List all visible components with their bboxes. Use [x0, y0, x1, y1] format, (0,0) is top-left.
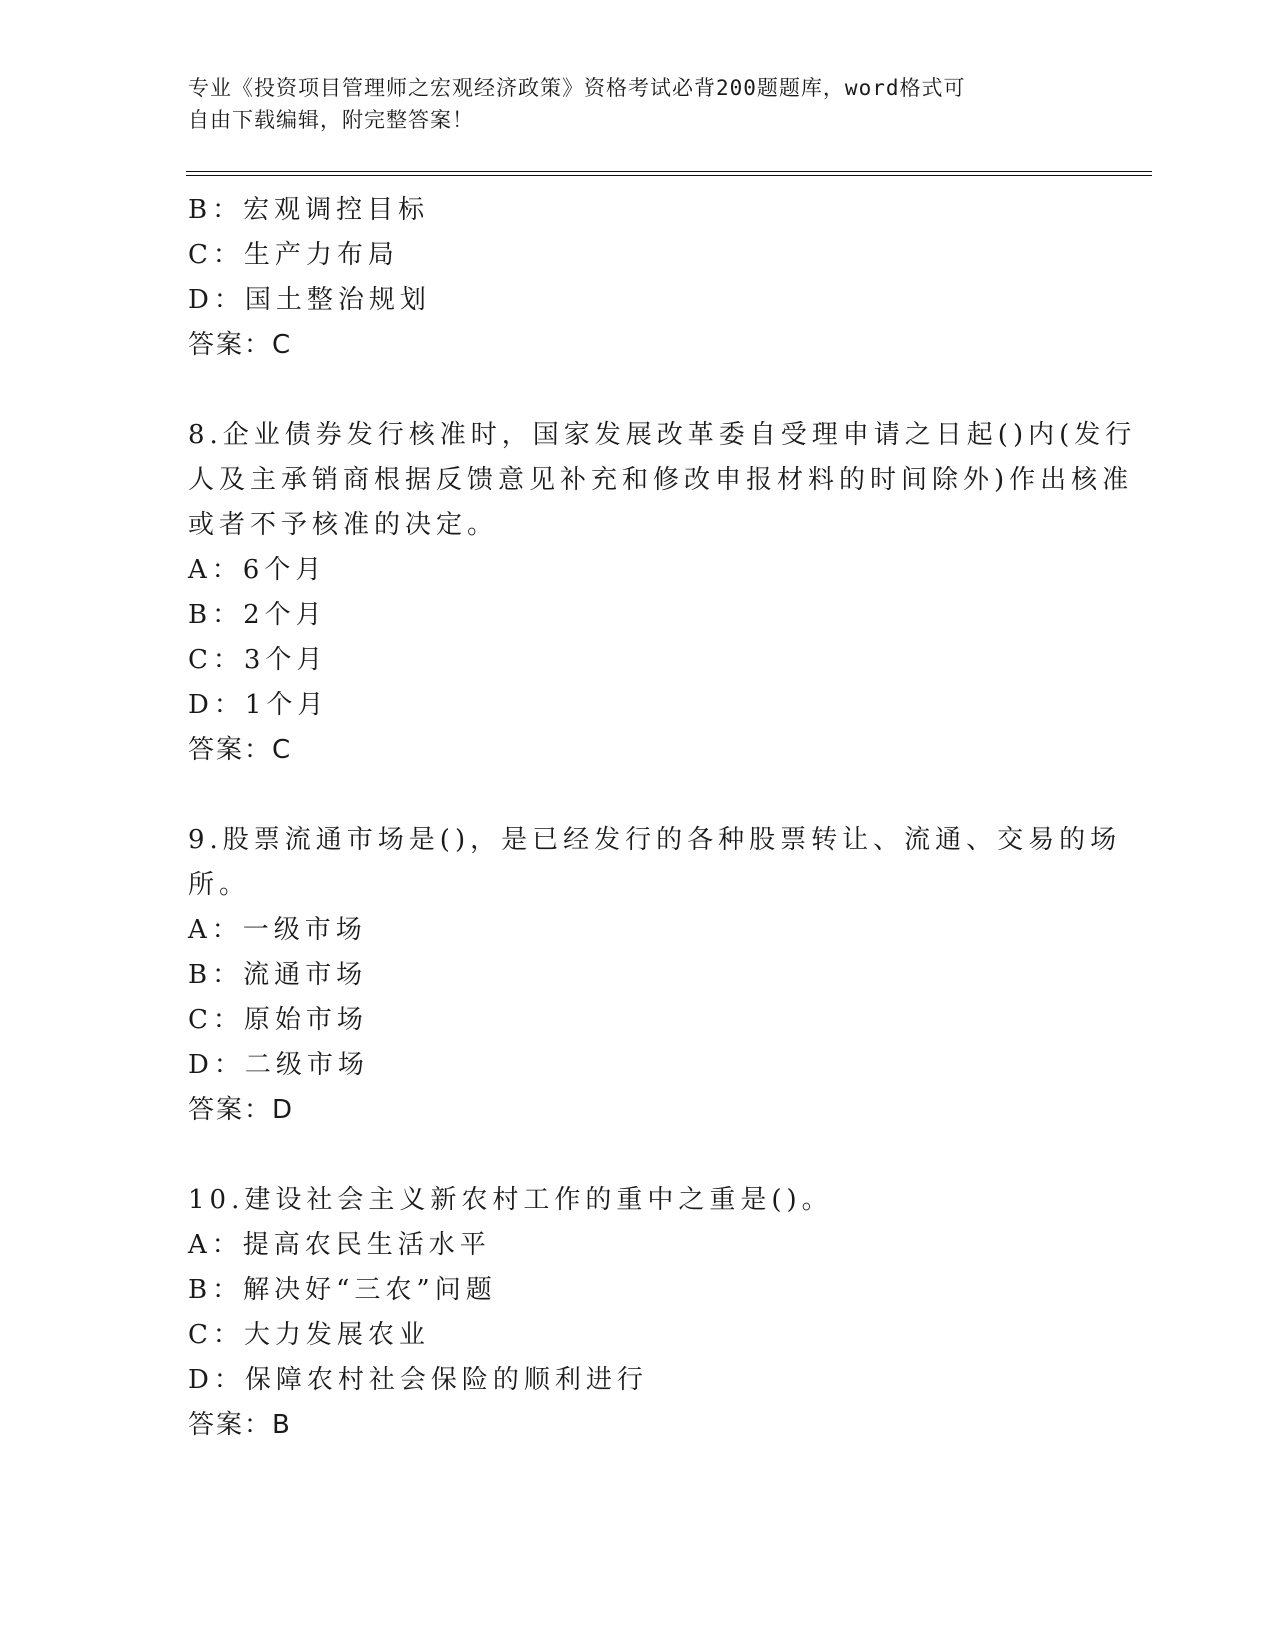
question-text-line: 或者不予核准的决定。	[188, 510, 499, 540]
option-d: D：1个月	[188, 690, 329, 720]
option-a: A：提高农民生活水平	[188, 1230, 491, 1260]
question-9	[188, 818, 1122, 1133]
option-b: B：2个月	[188, 600, 327, 630]
question-text-line: 9.股票流通市场是()，是已经发行的各种股票转让、流通、交易的场	[188, 825, 1122, 855]
header-line-2: 自由下载编辑，附完整答案！	[188, 108, 474, 132]
answer: 答案：B	[188, 1410, 292, 1440]
question-text-line: 所。	[188, 870, 251, 900]
header-line-1: 专业《投资项目管理师之宏观经济政策》资格考试必背200题题库，word格式可	[188, 76, 966, 100]
option-a: A：6个月	[188, 555, 327, 585]
question-7-tail	[188, 188, 1088, 368]
question-text-line: 10.建设社会主义新农村工作的重中之重是()。	[188, 1185, 833, 1215]
option-b: B：解决好“三农”问题	[188, 1275, 497, 1305]
option-a: A：一级市场	[188, 915, 367, 945]
question-text-line: 人及主承销商根据反馈意见补充和修改申报材料的时间除外)作出核准	[188, 465, 1134, 495]
answer: 答案：D	[188, 1095, 295, 1125]
option-d: D：二级市场	[188, 1050, 369, 1080]
answer: 答案：C	[188, 330, 293, 360]
question-list	[188, 188, 1137, 1448]
option-d: D：国土整治规划	[188, 285, 431, 315]
option-c: C：原始市场	[188, 1005, 368, 1035]
question-8	[188, 413, 1137, 773]
header-rule-bottom	[186, 175, 1152, 176]
question-text-line: 8.企业债券发行核准时，国家发展改革委自受理申请之日起()内(发行	[188, 420, 1137, 450]
option-b: B：流通市场	[188, 960, 368, 990]
option-c: C：3个月	[188, 645, 328, 675]
answer: 答案：C	[188, 735, 293, 765]
option-b: B：宏观调控目标	[188, 195, 430, 225]
question-10	[188, 1178, 1088, 1448]
option-d: D：保障农村社会保险的顺利进行	[188, 1365, 648, 1395]
option-c: C：生产力布局	[188, 240, 399, 270]
option-c: C：大力发展农业	[188, 1320, 430, 1350]
document-header	[188, 72, 1088, 136]
header-rule-top	[186, 171, 1152, 172]
